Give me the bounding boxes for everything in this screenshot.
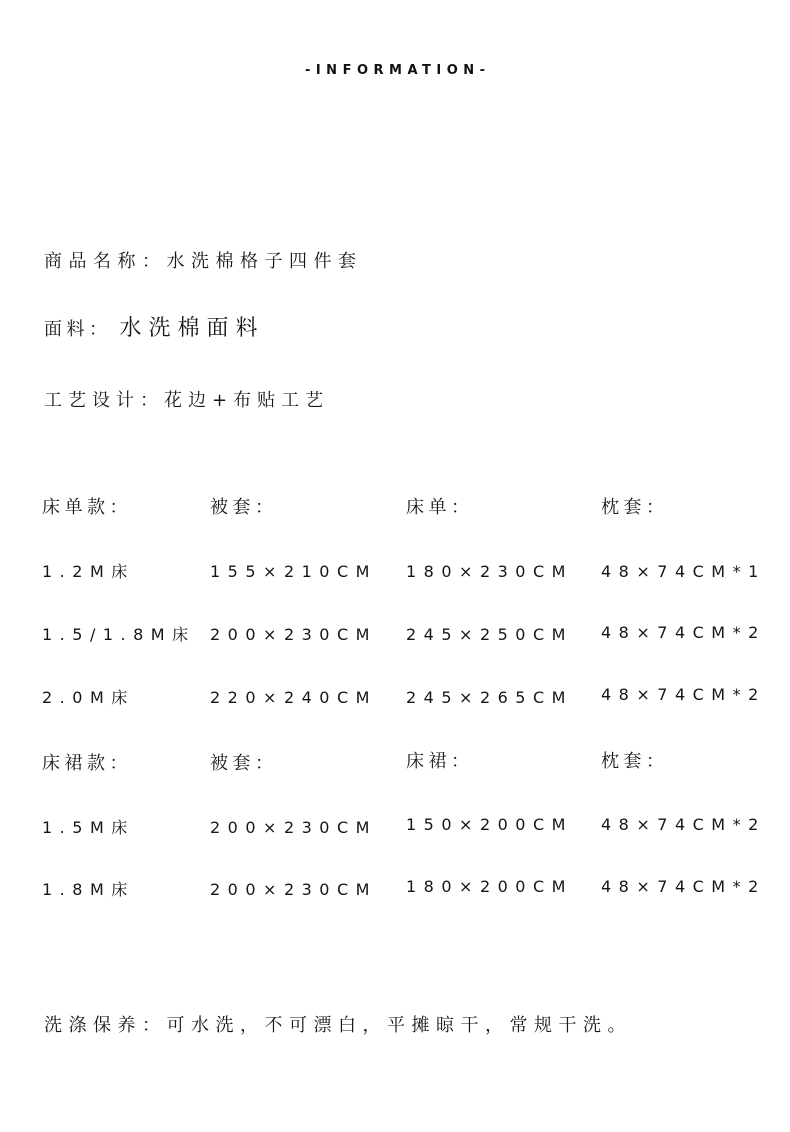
duvet-cover-size-cell: 200×230CM [210, 880, 377, 899]
table-row [0, 877, 790, 904]
header-duvet-cover: 被套： [210, 753, 278, 774]
bed-sheet-size-cell: 245×265CM [406, 688, 573, 707]
table-header-row [0, 499, 790, 521]
bed-sheet-size-cell: 180×230CM [406, 562, 573, 581]
product-name-row [44, 253, 363, 271]
header-duvet-cover: 被套： [210, 497, 278, 518]
pillowcase-size-cell: 48×74CM*2 [601, 877, 766, 896]
product-name-value: 水洗棉格子四件套 [166, 251, 363, 272]
table-row [0, 623, 790, 649]
duvet-cover-size-cell: 200×230CM [210, 818, 377, 837]
fabric-row [44, 318, 265, 340]
pillowcase-size-cell: 48×74CM*2 [601, 685, 766, 704]
table-header-row [0, 751, 790, 777]
bed-size-cell: 1.5M床 [42, 818, 135, 837]
product-name-label: 商品名称： [44, 251, 167, 272]
bed-skirt-size-cell: 150×200CM [406, 815, 573, 834]
craft-label: 工艺设计： [44, 390, 164, 411]
header-bed-skirt: 床裙： [406, 751, 474, 772]
fabric-label: 面料： [44, 319, 112, 340]
header-style-bedskirt: 床裙款： [42, 753, 132, 774]
table-row [0, 564, 790, 586]
header-bed-sheet: 床单： [406, 497, 474, 518]
craft-row [44, 392, 329, 410]
duvet-cover-size-cell: 155×210CM [210, 562, 377, 581]
bed-size-cell: 1.8M床 [42, 880, 135, 899]
header-pillowcase: 枕套： [601, 751, 669, 772]
pillowcase-size-cell: 48×74CM*1 [601, 562, 766, 581]
pillowcase-size-cell: 48×74CM*2 [601, 815, 766, 834]
duvet-cover-size-cell: 200×230CM [210, 625, 377, 644]
table-row [0, 815, 790, 842]
header-pillowcase: 枕套： [601, 497, 669, 518]
care-label: 洗涤保养： [44, 1015, 167, 1036]
care-instructions [44, 1017, 632, 1035]
bed-skirt-size-cell: 180×200CM [406, 877, 573, 896]
craft-value: 花边+布贴工艺 [164, 390, 330, 411]
duvet-cover-size-cell: 220×240CM [210, 688, 377, 707]
pillowcase-size-cell: 48×74CM*2 [601, 623, 766, 642]
bed-size-cell: 1.5/1.8M床 [42, 625, 196, 644]
header-style-sheet: 床单款： [42, 497, 132, 518]
bed-size-cell: 2.0M床 [42, 688, 135, 707]
page-title: -INFORMATION- [304, 63, 491, 78]
bed-size-cell: 1.2M床 [42, 562, 135, 581]
care-value: 可水洗，不可漂白，平摊晾干，常规干洗。 [166, 1015, 632, 1036]
fabric-value: 水洗棉面料 [119, 316, 265, 341]
bed-sheet-size-cell: 245×250CM [406, 625, 573, 644]
table-row [0, 685, 790, 712]
